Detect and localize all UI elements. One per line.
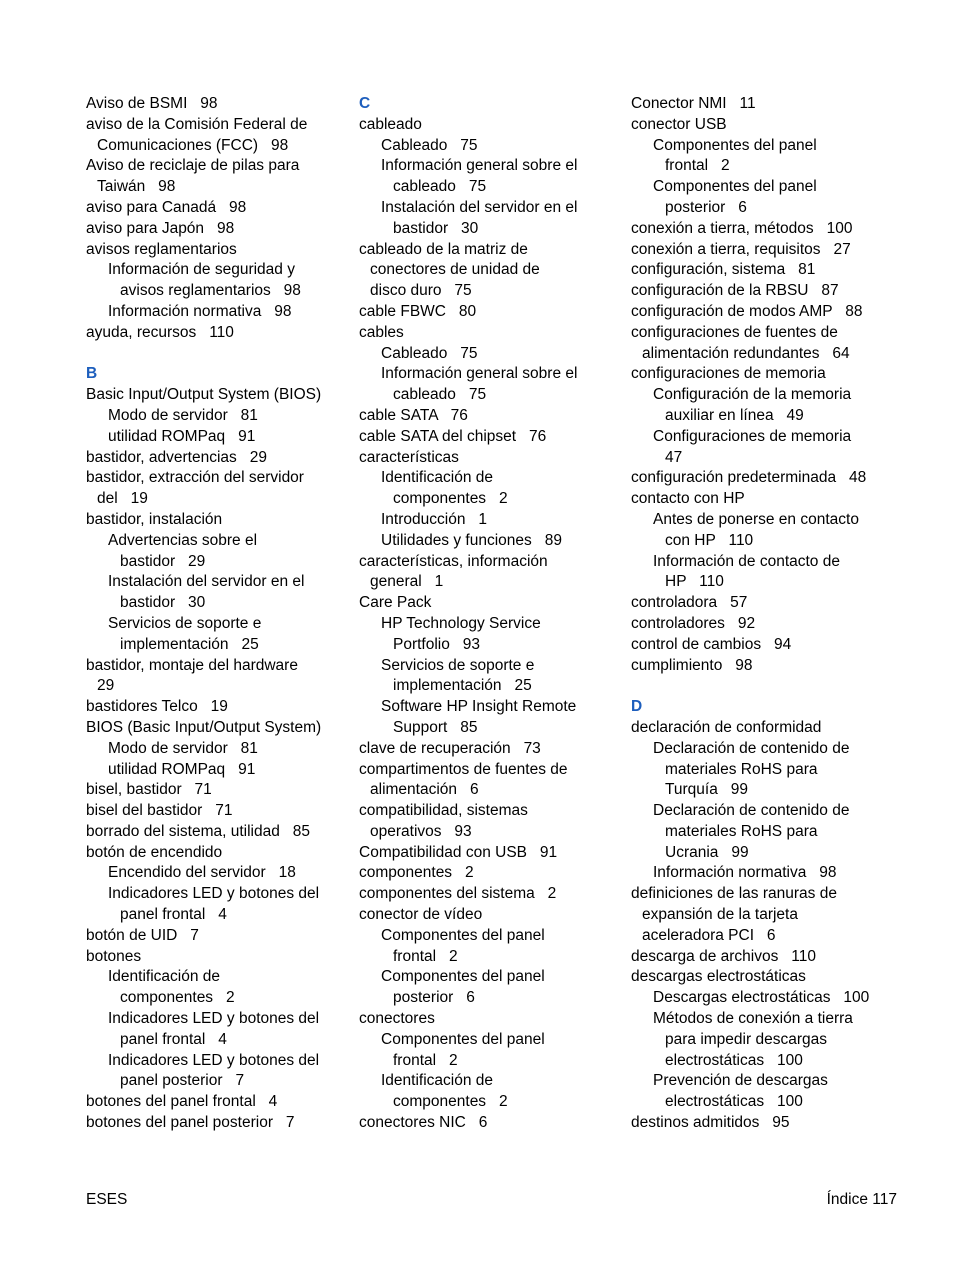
index-subentry: Modo de servidor 81: [108, 406, 258, 424]
index-subentry: Descargas electrostáticas 100: [653, 989, 870, 1007]
index-entry: controladora 57: [631, 594, 748, 612]
index-entry: características: [359, 448, 459, 466]
index-subentry: Indicadores LED y botones del: [108, 1051, 320, 1069]
index-entry: cable FBWC 80: [359, 302, 477, 320]
index-subentry: electrostáticas 100: [665, 1051, 803, 1069]
index-entry: disco duro 75: [370, 282, 472, 300]
index-entry: alimentación 6: [370, 781, 479, 799]
index-subentry: bastidor 30: [120, 594, 206, 612]
index-subentry: para impedir descargas: [665, 1030, 827, 1048]
index-subentry: Indicadores LED y botones del: [108, 1010, 320, 1028]
index-entry: Aviso de reciclaje de pilas para: [86, 157, 300, 175]
section-letter-heading: D: [631, 698, 643, 716]
index-entry: general 1: [370, 573, 444, 591]
index-subentry: Utilidades y funciones 89: [381, 531, 562, 549]
index-subentry: bastidor 30: [393, 219, 479, 237]
index-subentry: Cableado 75: [381, 136, 478, 154]
index-entry: componentes 2: [359, 864, 474, 882]
index-entry: características, información: [359, 552, 548, 570]
index-entry: controladores 92: [631, 614, 756, 632]
section-spacer: [86, 344, 338, 365]
index-subentry: cableado 75: [393, 178, 487, 196]
index-subentry: Advertencias sobre el: [108, 531, 258, 549]
index-subentry: Prevención de descargas: [653, 1072, 828, 1090]
index-subentry: Identificación de: [381, 469, 494, 487]
index-subentry: Componentes del panel: [653, 136, 817, 154]
index-subentry: Ucrania 99: [665, 843, 749, 861]
index-entry: compatibilidad, sistemas: [359, 802, 528, 820]
index-subentry: Declaración de contenido de: [653, 739, 850, 757]
index-subentry: Configuraciones de memoria: [653, 427, 852, 445]
index-entry: conectores: [359, 1010, 435, 1028]
index-entry: Taiwán 98: [97, 178, 176, 196]
index-entry: descarga de archivos 110: [631, 947, 816, 965]
index-entry: cableado de la matriz de: [359, 240, 528, 258]
index-entry: BIOS (Basic Input/Output System): [86, 718, 322, 736]
index-entry: bastidores Telco 19: [86, 698, 228, 716]
index-subentry: Información general sobre el: [381, 365, 578, 383]
index-subentry: Turquía 99: [665, 781, 749, 799]
index-entry: cable SATA del chipset 76: [359, 427, 547, 445]
index-subentry: Encendido del servidor 18: [108, 864, 296, 882]
index-entry: alimentación redundantes 64: [642, 344, 850, 362]
section-spacer: [631, 676, 899, 697]
index-entry: expansión de la tarjeta: [642, 906, 798, 924]
index-entry: declaración de conformidad: [631, 718, 822, 736]
index-entry: Aviso de BSMI 98: [86, 95, 218, 112]
index-subentry: cableado 75: [393, 386, 487, 404]
index-entry: aviso para Japón 98: [86, 219, 235, 237]
index-entry: destinos admitidos 95: [631, 1114, 790, 1132]
index-subentry: implementación 25: [393, 677, 532, 695]
index-entry: bastidor, advertencias 29: [86, 448, 267, 466]
index-subentry: componentes 2: [120, 989, 235, 1007]
index-subentry: panel frontal 4: [120, 906, 227, 924]
index-subentry: electrostáticas 100: [665, 1093, 803, 1111]
index-entry: bastidor, instalación: [86, 510, 223, 528]
index-entry: del 19: [97, 490, 148, 508]
index-entry: conexión a tierra, métodos 100: [631, 219, 853, 237]
index-entry: configuración predeterminada 48: [631, 469, 867, 487]
index-subentry: posterior 6: [665, 198, 747, 216]
index-subentry: Cableado 75: [381, 344, 478, 362]
index-subentry: frontal 2: [393, 947, 458, 965]
index-subentry: Declaración de contenido de: [653, 802, 850, 820]
index-subentry: Servicios de soporte e: [108, 614, 262, 632]
index-subentry: Información de contacto de: [653, 552, 840, 570]
index-subentry: Configuración de la memoria: [653, 386, 852, 404]
index-subentry: Información general sobre el: [381, 157, 578, 175]
index-subentry: 47: [665, 448, 683, 466]
index-subentry: Servicios de soporte e: [381, 656, 535, 674]
index-entry: configuraciones de memoria: [631, 365, 826, 383]
index-entry: configuración de la RBSU 87: [631, 282, 839, 300]
index-entry: Conector NMI 11: [631, 95, 756, 112]
index-subentry: Antes de ponerse en contacto: [653, 510, 859, 528]
index-subentry: panel posterior 7: [120, 1072, 245, 1090]
index-subentry: Instalación del servidor en el: [381, 198, 578, 216]
index-entry: cable SATA 76: [359, 406, 468, 424]
index-entry: borrado del sistema, utilidad 85: [86, 822, 311, 840]
index-entry: botón de encendido: [86, 843, 223, 861]
index-entry: componentes del sistema 2: [359, 885, 557, 903]
index-subentry: Componentes del panel: [381, 1030, 545, 1048]
index-entry: bisel, bastidor 71: [86, 781, 212, 799]
index-subentry: componentes 2: [393, 490, 508, 508]
index-entry: control de cambios 94: [631, 635, 792, 653]
index-entry: bastidor, extracción del servidor: [86, 469, 304, 487]
index-entry: Basic Input/Output System (BIOS): [86, 386, 322, 404]
index-entry: operativos 93: [370, 822, 472, 840]
index-subentry: Información de seguridad y: [108, 261, 295, 279]
index-entry: botones: [86, 947, 142, 965]
index-subentry: avisos reglamentarios 98: [120, 282, 301, 300]
index-entry: aviso de la Comisión Federal de: [86, 115, 308, 133]
index-subentry: Identificación de: [381, 1072, 494, 1090]
index-entry: bastidor, montaje del hardware: [86, 656, 298, 674]
index-subentry: Métodos de conexión a tierra: [653, 1010, 853, 1028]
index-subentry: bastidor 29: [120, 552, 206, 570]
section-letter-heading: C: [359, 95, 371, 112]
index-entry: descargas electrostáticas: [631, 968, 806, 986]
index-entry: conectores NIC 6: [359, 1114, 488, 1132]
index-subentry: auxiliar en línea 49: [665, 406, 804, 424]
index-subentry: Información normativa 98: [653, 864, 837, 882]
index-subentry: Software HP Insight Remote: [381, 698, 577, 716]
index-entry: definiciones de las ranuras de: [631, 885, 837, 903]
index-entry: botón de UID 7: [86, 926, 199, 944]
index-entry: conexión a tierra, requisitos 27: [631, 240, 851, 258]
index-entry: configuración de modos AMP 88: [631, 302, 863, 320]
footer-left-label: ESES: [86, 1191, 128, 1208]
index-subentry: componentes 2: [393, 1093, 508, 1111]
index-subentry: posterior 6: [393, 989, 475, 1007]
index-subentry: frontal 2: [665, 157, 730, 175]
index-column-1: [86, 94, 338, 1134]
footer-page-number: Índice 117: [826, 1191, 897, 1208]
index-subentry: HP Technology Service: [381, 614, 541, 632]
index-entry: ayuda, recursos 110: [86, 323, 234, 341]
index-subentry: materiales RoHS para: [665, 822, 818, 840]
index-subentry: Identificación de: [108, 968, 221, 986]
index-subentry: Instalación del servidor en el: [108, 573, 305, 591]
index-entry: compartimentos de fuentes de: [359, 760, 568, 778]
section-letter-heading: B: [86, 365, 98, 383]
index-entry: Compatibilidad con USB 91: [359, 843, 558, 861]
index-subentry: implementación 25: [120, 635, 259, 653]
index-subentry: utilidad ROMPaq 91: [108, 760, 256, 778]
index-subentry: panel frontal 4: [120, 1030, 227, 1048]
index-subentry: Support 85: [393, 718, 478, 736]
index-subentry: Modo de servidor 81: [108, 739, 258, 757]
index-column-2: [359, 94, 611, 1134]
index-column-3: [631, 94, 899, 1134]
index-subentry: frontal 2: [393, 1051, 458, 1069]
index-entry: cumplimiento 98: [631, 656, 753, 674]
index-subentry: Componentes del panel: [653, 178, 817, 196]
index-subentry: Componentes del panel: [381, 968, 545, 986]
index-entry: clave de recuperación 73: [359, 739, 541, 757]
index-entry: botones del panel posterior 7: [86, 1114, 295, 1132]
index-entry: configuración, sistema 81: [631, 261, 816, 279]
index-entry: botones del panel frontal 4: [86, 1093, 278, 1111]
index-entry: Care Pack: [359, 594, 432, 612]
index-subentry: Portfolio 93: [393, 635, 481, 653]
index-entry: bisel del bastidor 71: [86, 802, 233, 820]
index-entry: avisos reglamentarios: [86, 240, 237, 258]
index-subentry: Componentes del panel: [381, 926, 545, 944]
index-entry: configuraciones de fuentes de: [631, 323, 838, 341]
index-entry: conector USB: [631, 115, 727, 133]
index-subentry: con HP 110: [665, 531, 754, 549]
index-entry: 29: [97, 677, 115, 695]
index-subentry: HP 110: [665, 573, 724, 591]
index-subentry: materiales RoHS para: [665, 760, 818, 778]
index-entry: aceleradora PCI 6: [642, 926, 776, 944]
index-subentry: Introducción 1: [381, 510, 487, 528]
index-entry: contacto con HP: [631, 490, 745, 508]
index-subentry: utilidad ROMPaq 91: [108, 427, 256, 445]
index-entry: conector de vídeo: [359, 906, 483, 924]
index-entry: cables: [359, 323, 404, 341]
index-entry: aviso para Canadá 98: [86, 198, 247, 216]
index-subentry: Indicadores LED y botones del: [108, 885, 320, 903]
index-entry: conectores de unidad de: [370, 261, 540, 279]
index-subentry: Información normativa 98: [108, 302, 292, 320]
index-entry: Comunicaciones (FCC) 98: [97, 136, 289, 154]
index-entry: cableado: [359, 115, 422, 133]
